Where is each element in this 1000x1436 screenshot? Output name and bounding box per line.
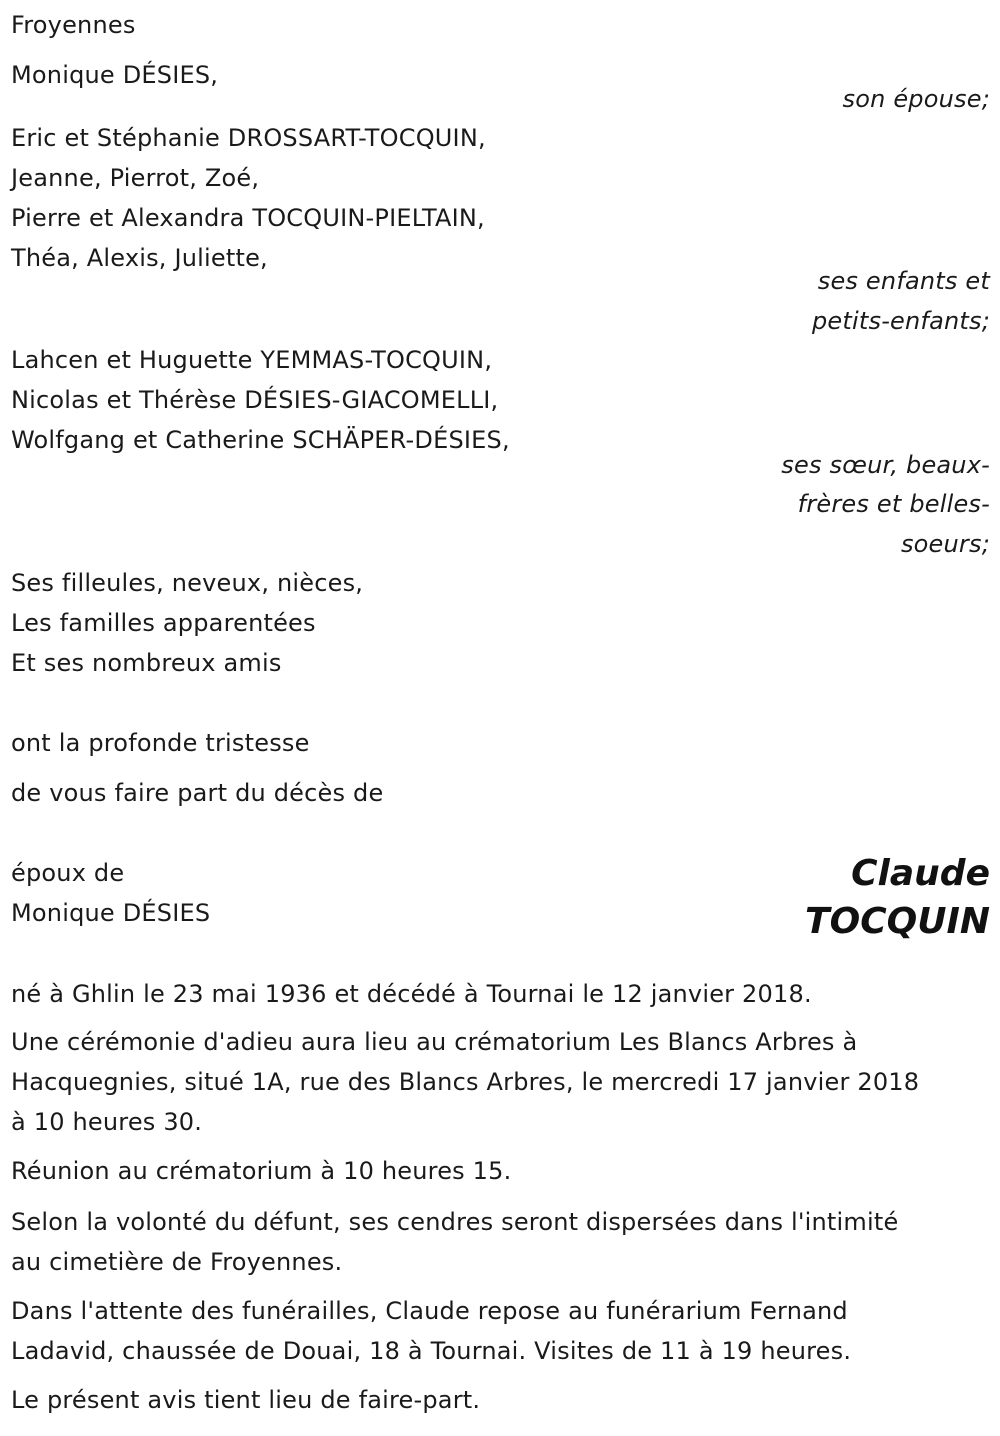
siblings-role: soeurs;: [900, 530, 990, 558]
children-line: Pierre et Alexandra TOCQUIN-PIELTAIN,: [11, 204, 485, 232]
spouse-name: Monique DÉSIES,: [11, 61, 219, 89]
siblings-line: Wolfgang et Catherine SCHÄPER-DÉSIES,: [11, 426, 510, 454]
siblings-line: Lahcen et Huguette YEMMAS-TOCQUIN,: [11, 346, 493, 374]
children-line: Eric et Stéphanie DROSSART-TOCQUIN,: [11, 124, 486, 152]
children-line: Jeanne, Pierrot, Zoé,: [11, 164, 260, 192]
ceremony-line: Une cérémonie d'adieu aura lieu au crématorium Les Blancs Arbres à: [11, 1028, 858, 1056]
wake-line: Ladavid, chaussée de Douai, 18 à Tournai. Visites de 11 à 19 heures.: [11, 1337, 852, 1365]
siblings-role: ses sœur, beaux-: [781, 451, 990, 479]
birth-death-text: né à Ghlin le 23 mai 1936 et décédé à Tournai le 12 janvier 2018.: [11, 980, 812, 1008]
children-role: ses enfants et: [817, 267, 990, 295]
announcement-line: ont la profonde tristesse: [11, 729, 310, 757]
ceremony-line: Hacquegnies, situé 1A, rue des Blancs Arbres, le mercredi 17 janvier 2018: [11, 1068, 920, 1096]
closing-text: Le présent avis tient lieu de faire-part.: [11, 1386, 481, 1414]
siblings-line: Nicolas et Thérèse DÉSIES-GIACOMELLI,: [11, 386, 499, 414]
spouse-of-name: Monique DÉSIES: [11, 899, 211, 927]
siblings-role: frères et belles-: [797, 490, 990, 518]
ashes-line: au cimetière de Froyennes.: [11, 1248, 343, 1276]
others-line: Ses filleules, neveux, nièces,: [11, 569, 364, 597]
ashes-line: Selon la volonté du défunt, ses cendres seront dispersées dans l'intimité: [11, 1208, 899, 1236]
wake-line: Dans l'attente des funérailles, Claude repose au funérarium Fernand: [11, 1297, 848, 1325]
ceremony-line: à 10 heures 30.: [11, 1108, 203, 1136]
deceased-last-name: TOCQUIN: [805, 901, 990, 942]
spouse-of-label: époux de: [11, 859, 125, 887]
children-role: petits-enfants;: [812, 307, 990, 335]
spouse-role: son épouse;: [842, 85, 990, 113]
announcement-line: de vous faire part du décès de: [11, 779, 384, 807]
others-line: Et ses nombreux amis: [11, 649, 282, 677]
meeting-text: Réunion au crématorium à 10 heures 15.: [11, 1157, 512, 1185]
deceased-first-name: Claude: [851, 853, 990, 894]
children-line: Théa, Alexis, Juliette,: [11, 244, 268, 272]
place-text: Froyennes: [11, 11, 136, 39]
others-line: Les familles apparentées: [11, 609, 316, 637]
